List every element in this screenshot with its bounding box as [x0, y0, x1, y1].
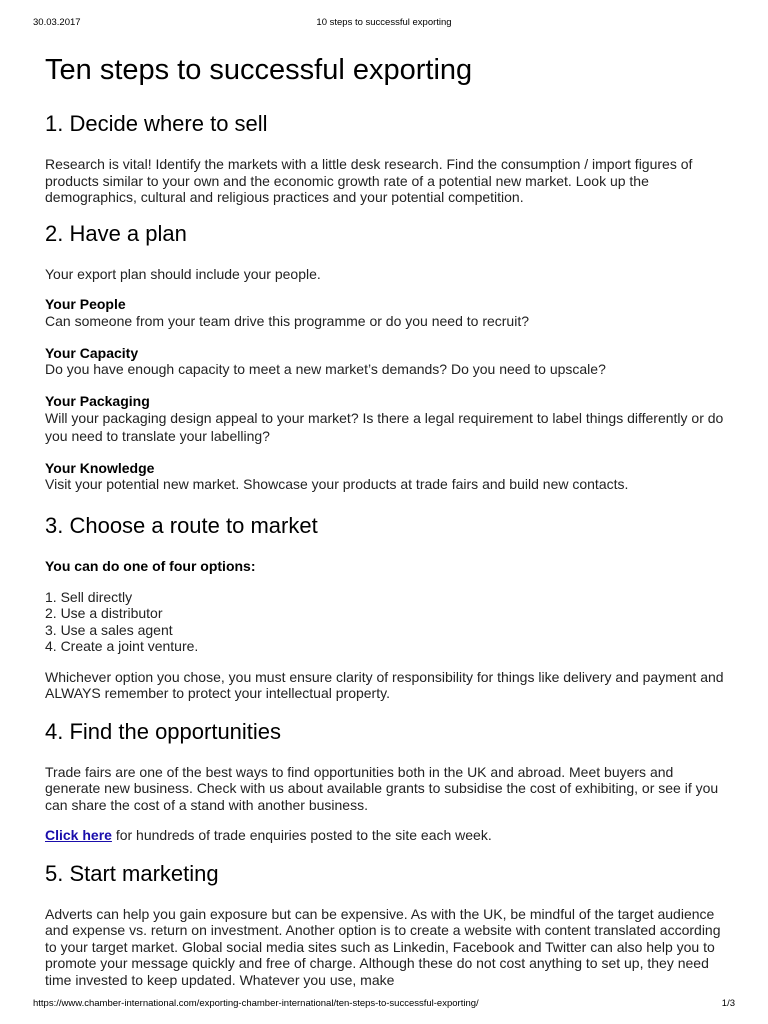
plan-item-text: Do you have enough capacity to meet a new market’s demands? Do you need to upscale? [45, 361, 606, 377]
list-item: 2. Use a distributor [45, 605, 163, 621]
page-number: 1/3 [721, 998, 735, 1009]
section-body-1: Research is vital! Identify the markets with a little desk research. Find the consumption / import figures of products similar to your own and the economic growth rate of a potential new market. Look up the demographics, cultural and religious practices and your potential competition. [45, 156, 693, 205]
link-suffix-text: for hundreds of trade enquiries posted to the site each week. [111, 827, 492, 843]
plan-item-knowledge [45, 460, 725, 495]
print-header [33, 17, 735, 29]
plan-item-capacity [45, 345, 725, 380]
plan-item-text: Can someone from your team drive this programme or do you need to recruit? [45, 312, 530, 329]
plan-item-label: Your People [45, 296, 126, 312]
plan-item-label: Your Capacity [45, 344, 139, 361]
route-options-list [45, 589, 725, 655]
print-title: 10 steps to successful exporting [316, 17, 452, 28]
print-footer [33, 998, 735, 1010]
plan-item-people [45, 296, 725, 331]
list-item: 3. Use a sales agent [45, 621, 173, 638]
section-heading-5: 5. Start marketing [45, 860, 219, 886]
section-body-5: Adverts can help you gain exposure but can be expensive. As with the UK, be mindful of the target audience and expense vs. return on investment. Another option is to create a website with content translated according to your target market. Global social media sites such as Linkedin, Facebook and Twitter can also help you to promote your message quickly and free of charge. Although these do not cost anything to set up, they need time invested to keep updated. Whatever you use, make [45, 905, 721, 988]
list-item: 4. Create a joint venture. [45, 638, 199, 654]
list-item: 1. Sell directly [45, 588, 133, 605]
click-here-link[interactable]: Click here [45, 827, 112, 843]
section-body-4: Trade fairs are one of the best ways to find opportunities both in the UK and abroad. Meet buyers and generate new business. Check with us about available grants to subsidise the cost of exhibiting, or see if you can share the cost of a stand with another business. [45, 763, 719, 813]
trade-enquiries-line [45, 827, 725, 844]
print-date: 30.03.2017 [33, 17, 81, 28]
options-label: You can do one of four options: [45, 558, 256, 574]
section-heading-1: 1. Decide where to sell [45, 111, 268, 136]
section-intro-2: Your export plan should include your people. [45, 265, 321, 282]
section-body-3: Whichever option you chose, you must ensure clarity of responsibility for things like delivery and payment and ALWAYS remember to protect your intellectual property. [45, 668, 724, 701]
section-heading-4: 4. Find the opportunities [45, 718, 282, 744]
plan-item-text: Will your packaging design appeal to your market? Is there a legal requirement to label things differently or do you need to translate your labelling? [45, 409, 724, 444]
plan-item-label: Your Knowledge [45, 459, 155, 476]
section-heading-2: 2. Have a plan [45, 220, 187, 246]
source-url: https://www.chamber-international.com/exporting-chamber-international/ten-steps-to-successful-exporting/ [33, 998, 479, 1009]
document-body [45, 52, 725, 1000]
plan-item-packaging [45, 393, 725, 446]
page-title: Ten steps to successful exporting [45, 54, 473, 86]
plan-item-label: Your Packaging [45, 393, 150, 409]
plan-item-text: Visit your potential new market. Showcase your products at trade fairs and build new contacts. [45, 476, 629, 492]
section-heading-3: 3. Choose a route to market [45, 513, 318, 538]
